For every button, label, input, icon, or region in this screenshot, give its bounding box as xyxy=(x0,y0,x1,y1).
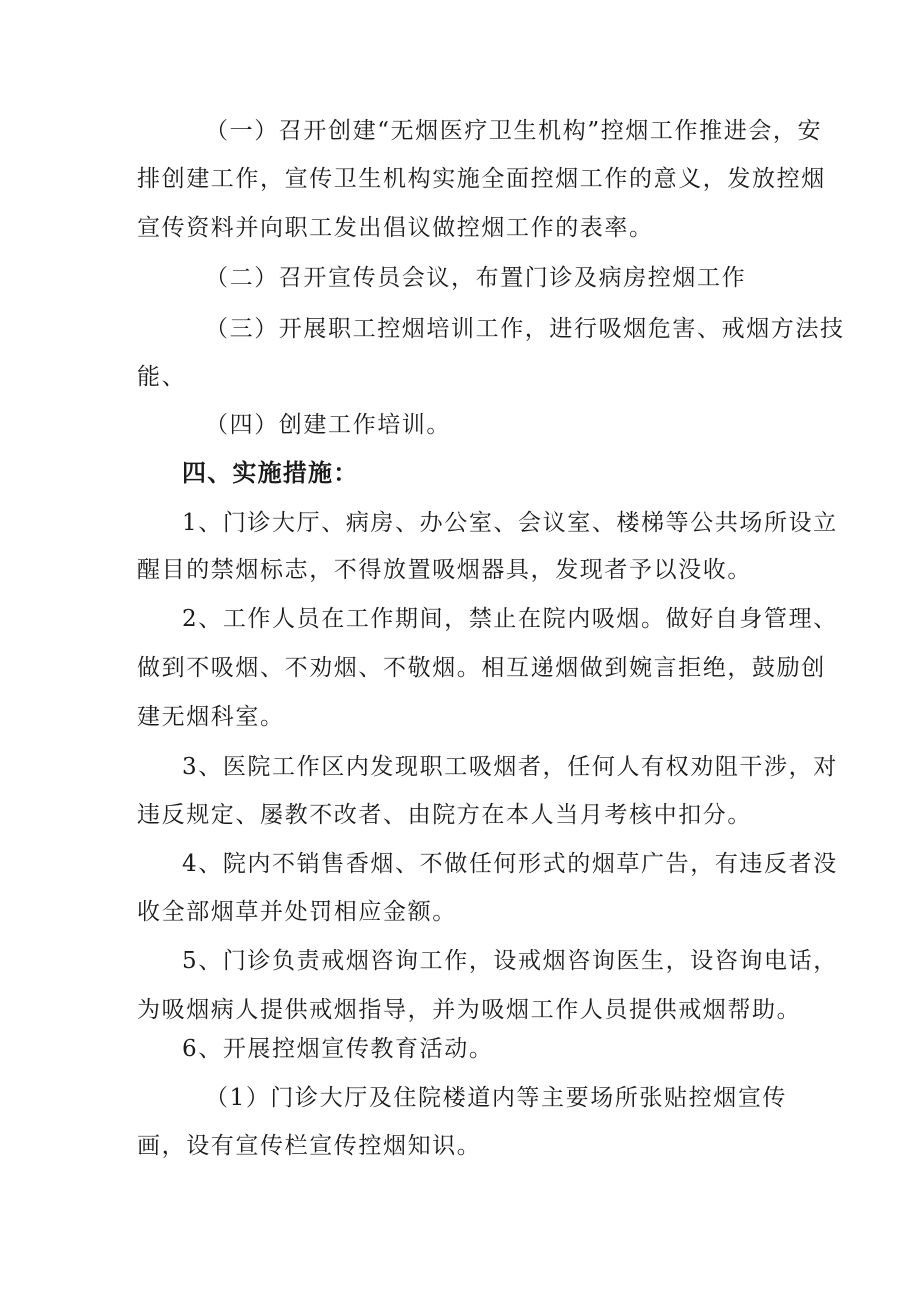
text-line: 建无烟科室。 xyxy=(137,704,285,730)
text-line: 1、门诊大厅、病房、办公室、会议室、楼梯等公共场所设立 xyxy=(182,510,838,536)
text-line: （三）开展职工控烟培训工作，进行吸烟危害、戒烟方法技 xyxy=(205,316,845,342)
text-line: 排创建工作，宣传卫生机构实施全面控烟工作的意义，发放控烟 xyxy=(137,166,826,192)
text-line: 为吸烟病人提供戒烟指导，并为吸烟工作人员提供戒烟帮助。 xyxy=(137,997,802,1023)
text-line: 5、门诊负责戒烟咨询工作，设戒烟咨询医生，设咨询电话， xyxy=(182,948,838,974)
text-line: 能、 xyxy=(137,364,187,390)
text-line: （四）创建工作培训。 xyxy=(205,412,451,438)
text-line: 画，设有宣传栏宣传控烟知识。 xyxy=(137,1133,482,1159)
text-line: 2、工作人员在工作期间，禁止在院内吸烟。做好自身管理、 xyxy=(182,606,838,632)
text-line: 宣传资料并向职工发出倡议做控烟工作的表率。 xyxy=(137,215,654,241)
text-line: 醒目的禁烟标志，不得放置吸烟器具，发现者予以没收。 xyxy=(137,557,752,583)
text-line: 4、院内不销售香烟、不做任何形式的烟草广告，有违反者没 xyxy=(182,851,838,877)
text-line: （一）召开创建“无烟医疗卫生机构”控烟工作推进会，安 xyxy=(205,118,823,144)
text-line: （二）召开宣传员会议，布置门诊及病房控烟工作 xyxy=(205,265,747,291)
text-line: （1）门诊大厅及住院楼道内等主要场所张贴控烟宣传 xyxy=(205,1085,788,1111)
text-line: 3、医院工作区内发现职工吸烟者，任何人有权劝阻干涉，对 xyxy=(182,754,838,780)
text-line: 6、开展控烟宣传教育活动。 xyxy=(182,1036,494,1062)
section-heading: 四、实施措施： xyxy=(182,459,359,487)
text-line: 违反规定、屡教不改者、由院方在本人当月考核中扣分。 xyxy=(137,802,752,828)
text-line: 做到不吸烟、不劝烟、不敬烟。相互递烟做到婉言拒绝，鼓励创 xyxy=(137,655,826,681)
text-line: 收全部烟草并处罚相应金额。 xyxy=(137,899,457,925)
